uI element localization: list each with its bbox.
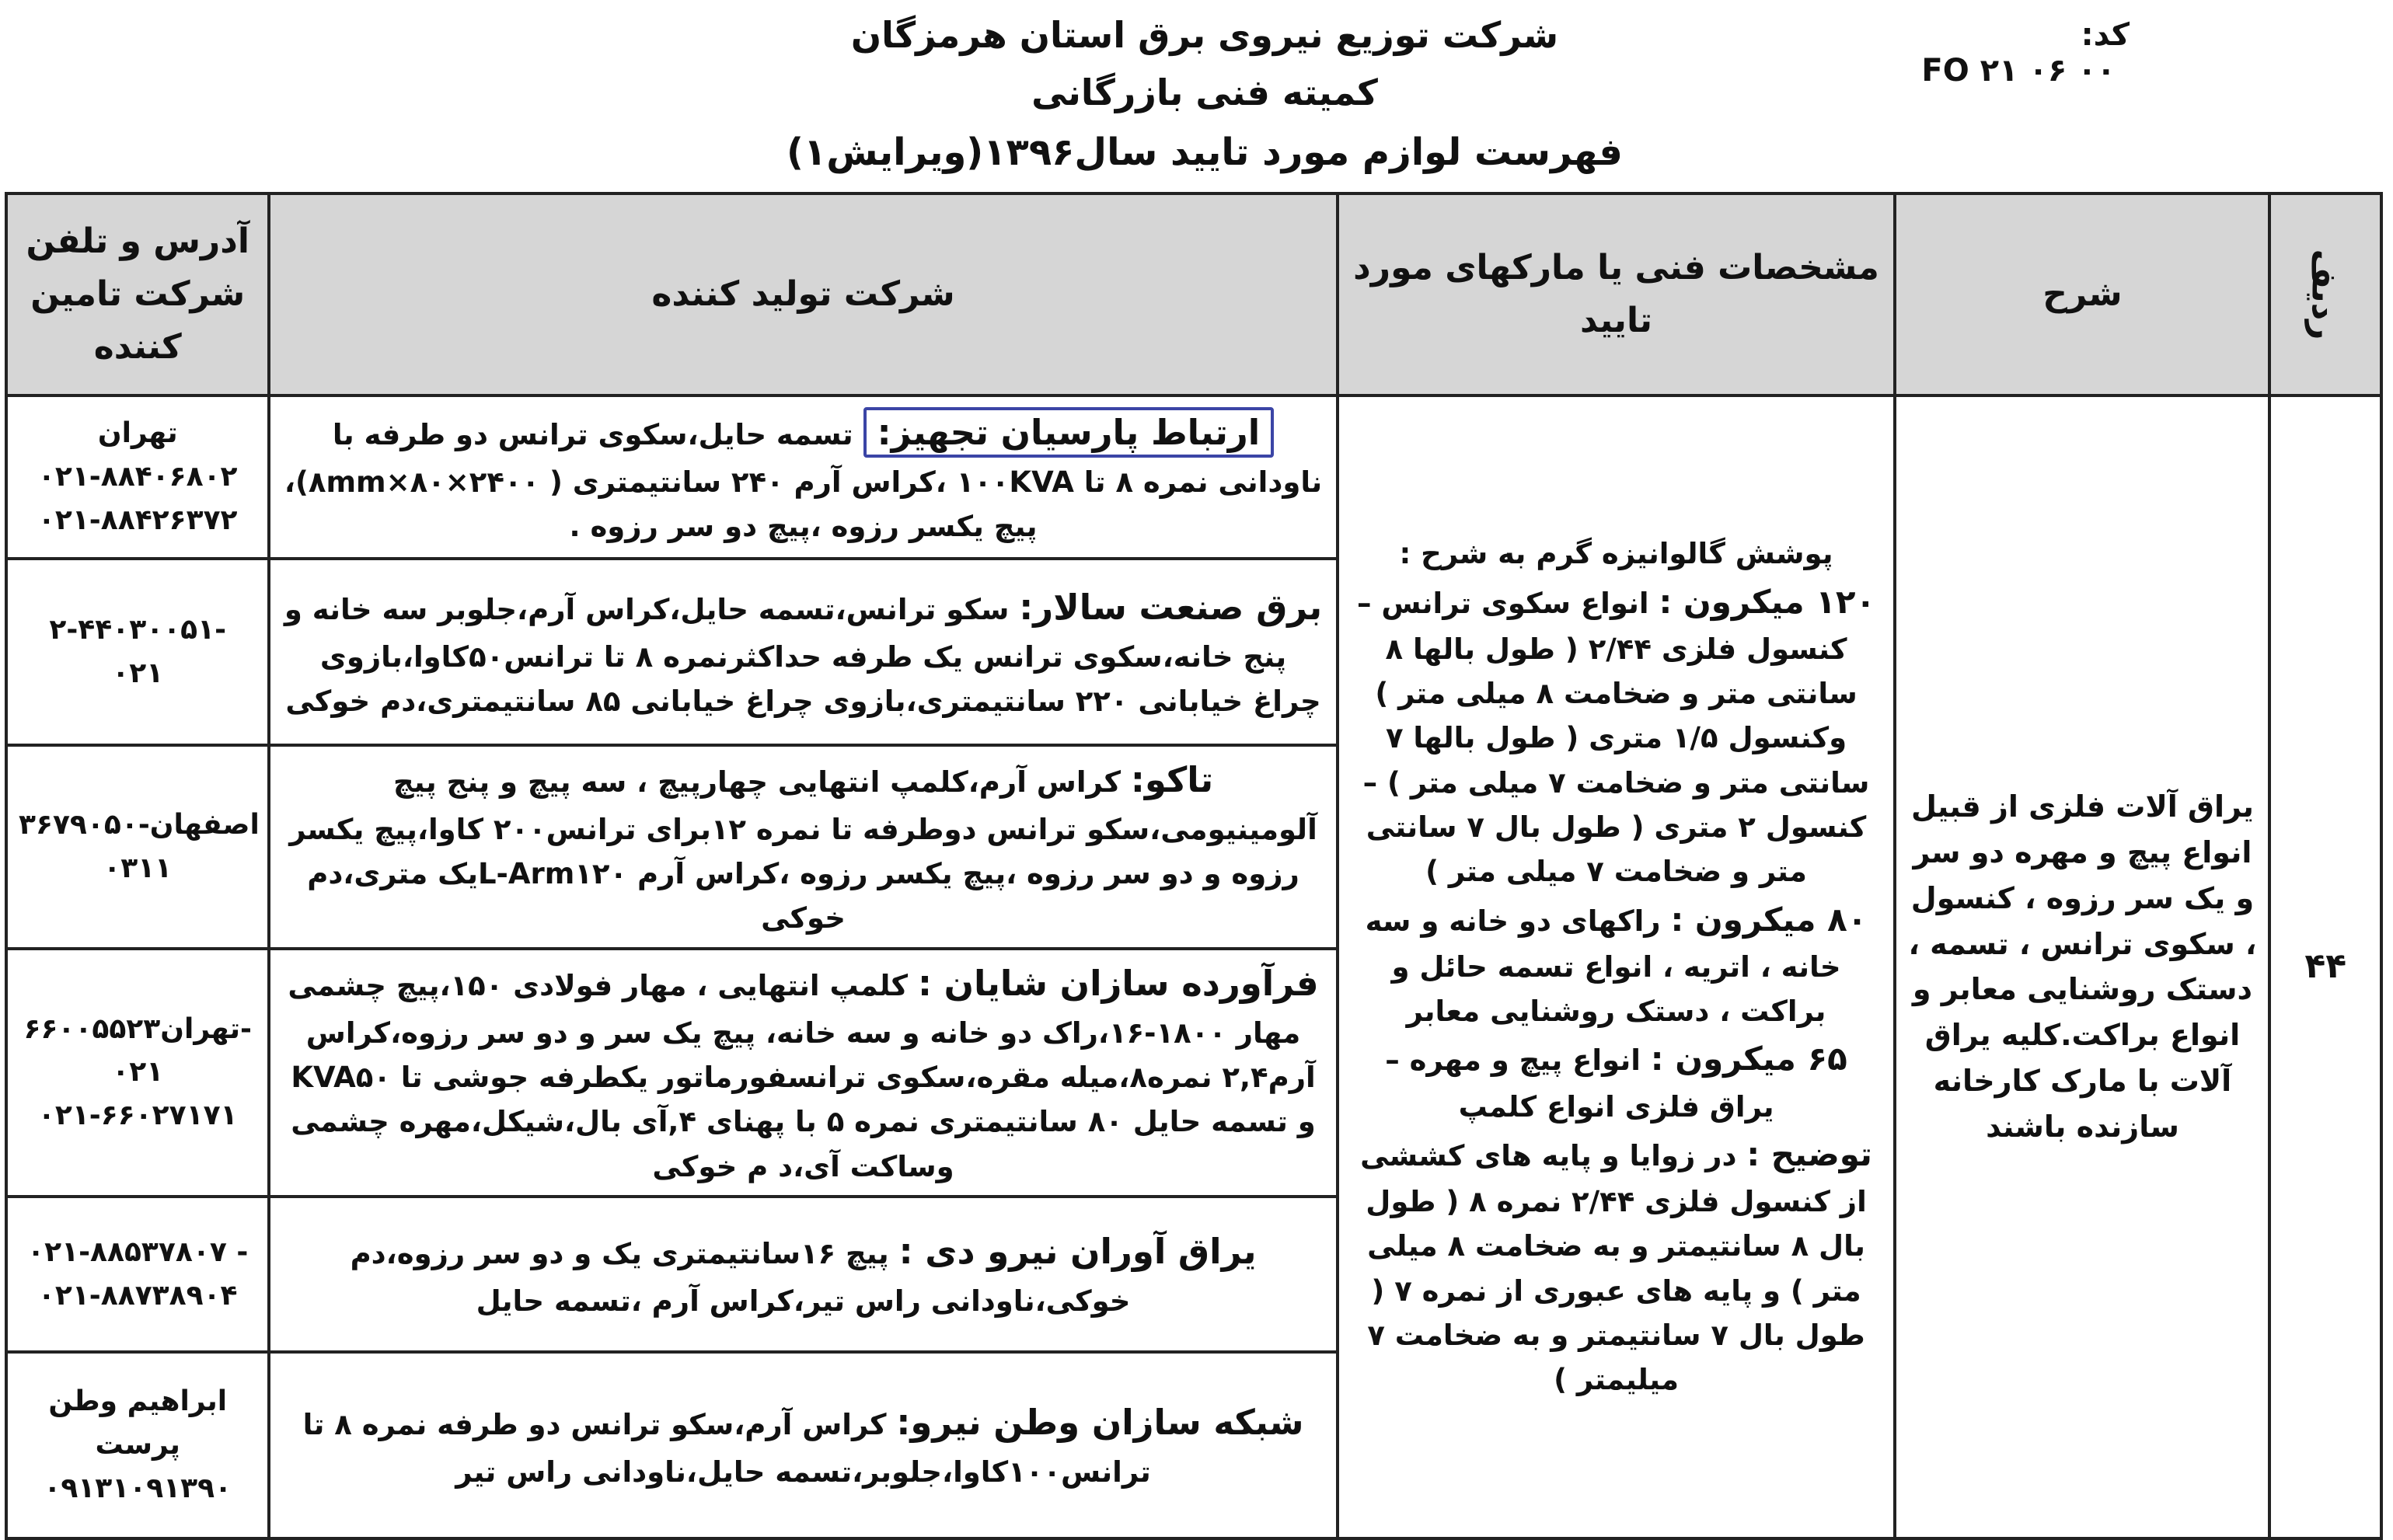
supplier-address-cell <box>6 1352 269 1538</box>
spec-intro: پوشش گالوانیزه گرم به شرح : <box>1399 537 1833 571</box>
manufacturer-name: فرآورده سازان شایان : <box>917 962 1319 1004</box>
manufacturer-cell <box>269 949 1337 1197</box>
manufacturer-cell <box>269 1197 1337 1352</box>
manufacturer-name: برق صنعت سالار: <box>1019 586 1323 628</box>
spec-120-micron: ۱۲۰ میکرون : انواع سکوی ترانس – کنسول فلزی ۲/۴۴ ( طول بالها ۸ سانتی متر و ضخامت ۸ میلی متر ) وکنسول ۱/۵ متری ( طول بالها ۷ سانتی متر و ضخامت ۷ میلی متر ) – کنسول ۲ متری ( طول بال ۷ سانتی متر و ضخامت ۷ میلی متر ) <box>1356 582 1876 889</box>
supplier-phone: ۰۲۱-۸۸۷۳۸۹۰۴ <box>37 1279 238 1312</box>
form-code-value: FO ۲۱ ۰۶ ۰۰ <box>1921 53 2116 89</box>
company-title: شرکت توزیع نیروی برق استان هرمزگان <box>850 14 1559 56</box>
supplier-address-cell <box>6 395 269 559</box>
manufacturer-name: تاکو: <box>1130 759 1214 800</box>
supplier-phone: تهران۶۶۰۰۵۵۲۳- <box>23 1012 252 1045</box>
supplier-address-cell <box>6 559 269 745</box>
list-title: فهرست لوازم مورد تایید سال۱۳۹۶(ویرایش۱) <box>787 131 1623 174</box>
manufacturer-cell <box>269 395 1337 559</box>
supplier-city: تهران <box>97 417 178 450</box>
supplier-phone: اصفهان-۳۶۷۹۰۵۰ <box>19 809 260 841</box>
manufacturer-items: تسمه حایل،سکوی ترانس دو طرفه با ناودانی نمره ۸ تا ۱۰۰KVA ،کراس آرم ۲۴۰ سانتیمتری ( ۸mm×۸۰×۲۴۰۰)، پیچ یکسر رزوه ،پیچ دو سر رزوه . <box>284 417 1323 543</box>
supplier-phone: ۰۲۱-۶۶۰۲۷۱۷۱ <box>37 1099 238 1132</box>
header-address-phone: آدرس و تلفن شرکت تامین کننده <box>6 193 269 395</box>
spec-note: توضیح : در زوایا و پایه های کششی از کنسول فلزی ۲/۴۴ نمره ۸ ( طول بال ۸ سانتیمتر و به ضخامت ۸ میلی متر ) و پایه های عبوری از نمره ۷ ( طول بال ۷ سانتیمتر و به ضخامت ۷ میلیمتر ) <box>1360 1134 1872 1397</box>
item-description: یراق آلات فلزی از قبیل انواع پیچ و مهره دو سر و یک سر رزوه ، کنسول ، سکوی ترانس ، تسمه ، دستک روشنایی معابر و انواع براکت.کلیه یراق آلات با مارک کارخانه سازنده باشند <box>1895 395 2269 1538</box>
committee-title: کمیته فنی بازرگانی <box>1031 71 1378 113</box>
supplier-phone: ۰۲۱ <box>112 657 164 689</box>
supplier-phone: ۰۲۱ <box>112 1056 164 1089</box>
manufacturer-cell <box>269 745 1337 949</box>
manufacturer-cell <box>269 1352 1337 1538</box>
approved-items-table <box>5 192 2383 1540</box>
supplier-address-cell <box>6 1197 269 1352</box>
document-header <box>0 0 2393 194</box>
supplier-address-cell <box>6 745 269 949</box>
spec-65-micron: ۶۵ میکرون : انواع پیچ و مهره – یراق فلزی انواع کلمپ <box>1385 1040 1847 1124</box>
supplier-phone: ۰۲۱-۸۸۵۳۷۸۰۷ - <box>27 1236 249 1269</box>
manufacturer-name: شبکه سازان وطن نیرو: <box>896 1402 1304 1444</box>
supplier-contact-name: ابراهیم وطن <box>48 1385 228 1418</box>
header-manufacturer: شرکت تولید کننده <box>269 193 1337 395</box>
supplier-phone: ۰۲۱-۸۸۴۰۶۸۰۲ <box>37 461 238 493</box>
header-specifications: مشخصات فنی یا مارکهای مورد تایید <box>1338 193 1896 395</box>
supplier-phone: ۰۹۱۳۱۰۹۱۳۹۰ <box>44 1472 232 1504</box>
spec-80-micron: ۸۰ میکرون : راکهای دو خانه و سه خانه ، اتریه ، انواع تسمه حائل و براکت ، دستک روشنایی معابر <box>1365 900 1868 1029</box>
row-number: ۴۴ <box>2269 395 2381 1538</box>
supplier-phone: ۲-۴۴۰۳۰۰۵۱- <box>49 614 227 646</box>
manufacturer-items: کراس آرم،سکو ترانس دو طرفه نمره ۸ تا ترانس۱۰۰کاوا،جلوبر،تسمه حایل،ناودانی راس تیر <box>302 1408 1151 1489</box>
manufacturer-name: یراق آوران نیرو دی : <box>898 1231 1257 1273</box>
supplier-contact-name: پرست <box>95 1429 180 1461</box>
supplier-phone: ۰۳۱۱ <box>103 852 173 884</box>
manufacturer-name: ارتباط پارسیان تجهیز: <box>863 407 1275 458</box>
supplier-address-cell <box>6 949 269 1197</box>
table-header-row <box>6 193 2381 395</box>
manufacturer-items: کراس آرم،کلمپ انتهایی چهارپیچ ، سه پیچ و پنج پیچ آلومینیومی،سکو ترانس دوطرفه تا نمره ۱۲برای ترانس۲۰۰ کاوا،پیچ یکسر رزوه و دو سر رزوه ،پیچ یکسر رزوه ،کراس آرم L-Arm۱۲۰یک متری،دم خوکی <box>289 765 1317 935</box>
form-code-label: کد: <box>2081 17 2130 53</box>
manufacturer-items: سکو ترانس،تسمه حایل،کراس آرم،جلوبر سه خانه و پنج خانه،سکوی ترانس یک طرفه حداکثرنمره ۸ تا ترانس۵۰کاوا،بازوی چراغ خیابانی ۲۲۰ سانتیمتری،بازوی چراغ خیابانی ۸۵ سانتیمتری،دم خوکی <box>284 592 1321 718</box>
header-row-number: ردیف <box>2269 193 2381 395</box>
manufacturer-items: پیچ ۱۶سانتیمتری یک و دو سر رزوه،دم خوکی،ناودانی راس تیر،کراس آرم ،تسمه حایل <box>350 1237 1131 1319</box>
form-code <box>1896 17 2130 89</box>
table-row <box>6 395 2381 559</box>
manufacturer-cell <box>269 559 1337 745</box>
item-specifications <box>1338 395 1896 1538</box>
header-description: شرح <box>1895 193 2269 395</box>
supplier-phone: ۰۲۱-۸۸۴۲۶۳۷۲ <box>37 503 238 536</box>
manufacturer-items: کلمپ انتهایی ، مهار فولادی ۱۵۰،پیچ چشمی مهار ۱۸۰۰-۱۶،راک دو خانه و سه خانه، پیچ یک سر و دو سر رزوه،کراس آرم۲,۴ نمره۸،میله مقره،سکوی ترانسفورماتور یکطرفه جوشی تا KVA۵۰ و تسمه حایل ۸۰ سانتیمتری نمره ۵ با پهنای ۴,آی بال،شیکل،مهره چشمی وساکت آی،د م خوکی <box>288 968 1316 1183</box>
